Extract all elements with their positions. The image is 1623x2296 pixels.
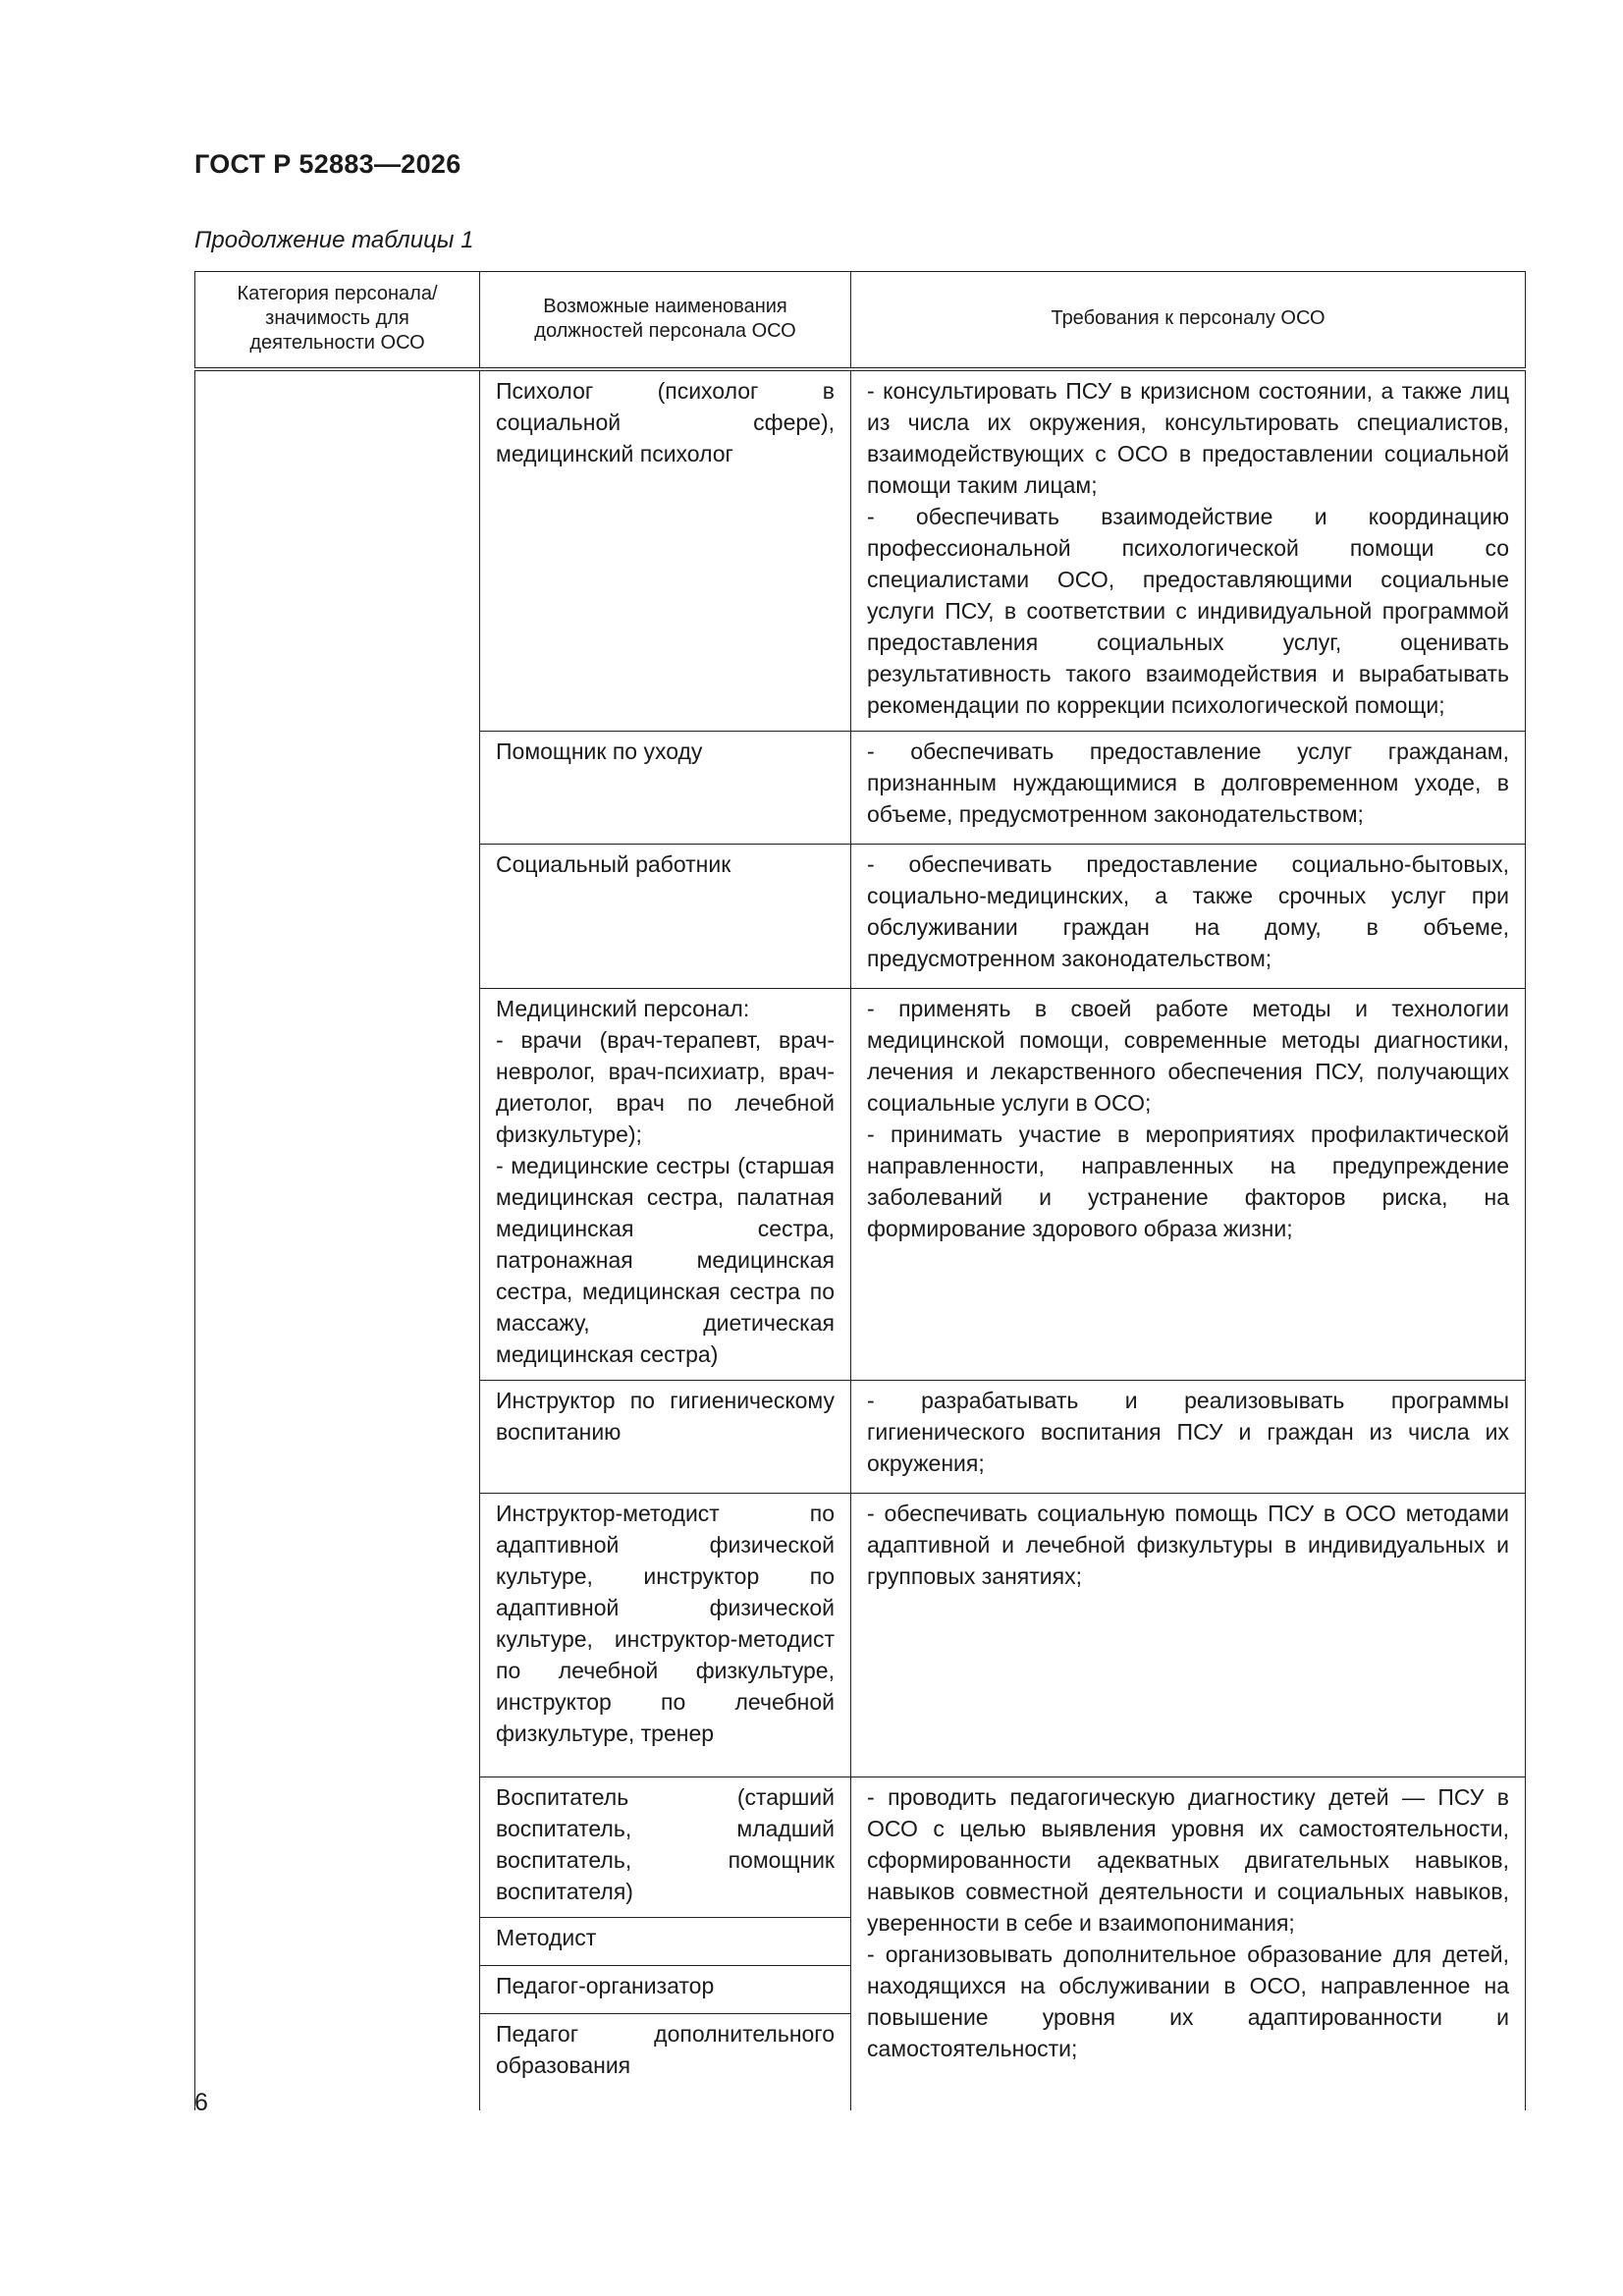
- requirements-cell: [851, 989, 1526, 1381]
- requirements-cell: [851, 1381, 1526, 1494]
- position-name: Воспитатель (старший воспитатель, младший воспитатель, помощник воспитателя): [496, 1784, 835, 1904]
- requirement-item: - организовывать дополнительное образование для детей, находящихся на обслуживании в ОСО, направленное на повышение уровня их адаптированности и самостоятельности;: [867, 1941, 1509, 2061]
- document-standard-header: ГОСТ Р 52883—2026: [194, 149, 461, 179]
- requirements-cell: [851, 732, 1526, 845]
- column-header-positions: Возможные наименования должностей персонала ОСО: [480, 272, 851, 370]
- requirements-cell: [851, 1777, 1526, 2111]
- position-line: - медицинские сестры (старшая медицинская сестра, палатная медицинская сестра, патронажная медицинская сестра, медицинская сестра по массажу, диетическая медицинская сестра): [496, 1153, 835, 1367]
- requirement-item: - обеспечивать социальную помощь ПСУ в ОСО методами адаптивной и лечебной физкультуры в индивидуальных и групповых занятиях;: [867, 1501, 1509, 1589]
- requirements-cell: [851, 845, 1526, 989]
- position-name: Инструктор-методист по адаптивной физической культуре, инструктор по адаптивной физической культуре, инструктор-методист по лечебной физкультуре, инструктор по лечебной физкультуре, тренер: [496, 1501, 835, 1746]
- position-cell: [480, 1966, 851, 2014]
- column-header-requirements: Требования к персоналу ОСО: [851, 272, 1526, 370]
- position-cell: [480, 2014, 851, 2111]
- requirement-item: - обеспечивать предоставление социально-бытовых, социально-медицинских, а также срочных услуг при обслуживании граждан на дому, в объеме, предусмотренном законодательством;: [867, 851, 1509, 971]
- position-cell: [480, 369, 851, 732]
- requirements-cell: [851, 369, 1526, 732]
- requirements-table: [194, 271, 1526, 2110]
- position-name: Социальный работник: [496, 851, 731, 877]
- position-name: Инструктор по гигиеническому воспитанию: [496, 1388, 835, 1445]
- position-line: Медицинский персонал:: [496, 996, 750, 1021]
- position-cell: [480, 1918, 851, 1966]
- position-name: Психолог (психолог в социальной сфере), медицинский психолог: [496, 378, 835, 466]
- requirement-item: - консультировать ПСУ в кризисном состоянии, а также лиц из числа их окружения, консультировать специалистов, взаимодействующих с ОСО в предоставлении социальной помощи таким лицам;: [867, 378, 1509, 498]
- page-number: 6: [194, 2089, 208, 2116]
- position-name: Педагог дополнительного образования: [496, 2021, 835, 2078]
- position-name: Помощник по уходу: [496, 738, 703, 764]
- requirement-item: - обеспечивать предоставление услуг гражданам, признанным нуждающимися в долговременном уходе, в объеме, предусмотренном законодательством;: [867, 738, 1509, 827]
- requirement-item: - принимать участие в мероприятиях профилактической направленности, направленных на предупреждение заболеваний и устранение факторов риска, на формирование здорового образа жизни;: [867, 1121, 1509, 1241]
- table-header-row: [195, 272, 1526, 370]
- position-cell: [480, 732, 851, 845]
- requirement-item: - обеспечивать взаимодействие и координацию профессиональной психологической помощи со специалистами ОСО, предоставляющими социальные услуги ПСУ, в соответствии с индивидуальной программой предоставления социальных услуг, оценивать результативность такого взаимодействия и вырабатывать рекомендации по коррекции психологической помощи;: [867, 504, 1509, 718]
- position-line: - врачи (врач-терапевт, врач-невролог, врач-психиатр, врач-диетолог, врач по лечебной физкультуре);: [496, 1027, 835, 1147]
- requirements-cell: [851, 1494, 1526, 1777]
- position-name: Методист: [496, 1925, 597, 1950]
- table-caption: Продолжение таблицы 1: [194, 227, 474, 253]
- requirement-item: - применять в своей работе методы и технологии медицинской помощи, современные методы диагностики, лечения и лекарственного обеспечения ПСУ, получающих социальные услуги в ОСО;: [867, 996, 1509, 1116]
- position-cell: [480, 1381, 851, 1494]
- position-cell: [480, 1777, 851, 1918]
- position-cell: [480, 845, 851, 989]
- requirement-item: - разрабатывать и реализовывать программы гигиенического воспитания ПСУ и граждан из числа их окружения;: [867, 1388, 1509, 1476]
- position-cell: [480, 1494, 851, 1777]
- requirement-item: - проводить педагогическую диагностику детей — ПСУ в ОСО с целью выявления уровня их самостоятельности, сформированности адекватных двигательных навыков, навыков совместной деятельности и социальных навыков, уверенности в себе и взаимопонимания;: [867, 1784, 1509, 1936]
- position-cell: [480, 989, 851, 1381]
- column-header-category: Категория персонала/ значимость для деятельности ОСО: [195, 272, 480, 370]
- table-row: [195, 369, 1526, 732]
- category-cell: [195, 369, 480, 2110]
- position-name: Педагог-организатор: [496, 1973, 715, 1998]
